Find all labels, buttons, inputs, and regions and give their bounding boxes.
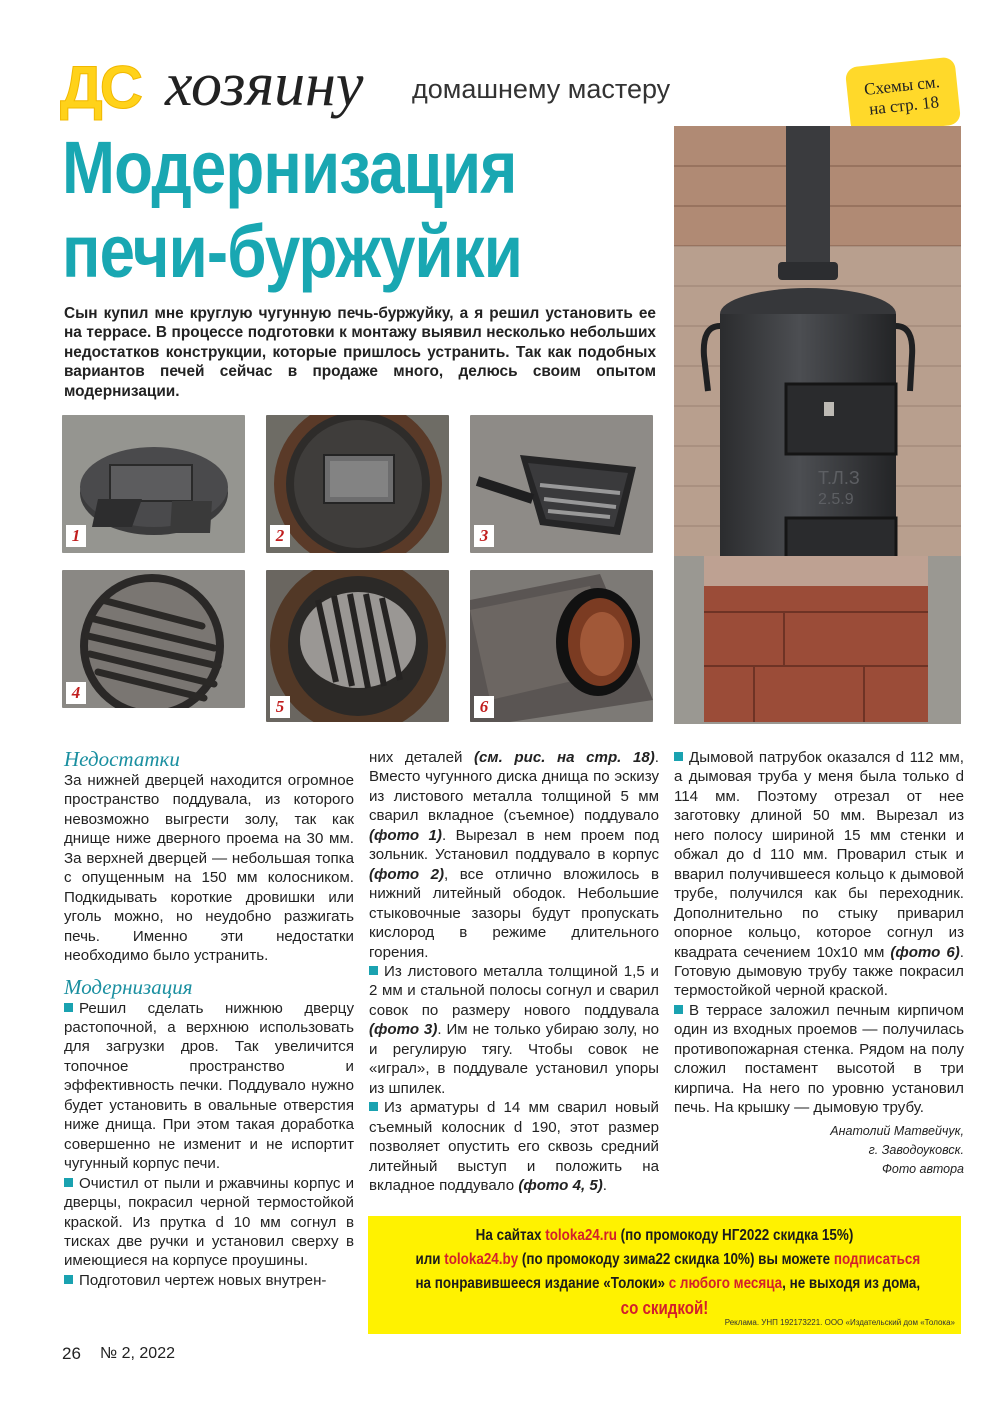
paragraph-drawbacks: За нижней дверцей находится огромное пространство поддувала, из которого невозможно выгрести золу, так как днище ниже дверного проема на 30 мм. За верхней дверцей — небольшая топка с опущенным на 150 мм колосником. Подкидывать короткие дровишки или уголь можно, но неудобно разжигать печь. Именно эти недостатки необходимо было устранить. [64,772,354,965]
text: . Им не только убираю золу, но и регулирую тягу. Чтобы совок не «играл», в поддувале установил упоры из шпилек. [369,1021,659,1097]
stove-marking-line1: Т.Л.З [818,468,860,488]
bullet-icon [369,1102,378,1111]
photo-5-number: 5 [270,696,290,718]
photo-5-image [266,570,449,722]
photo-1-number: 1 [66,525,86,547]
text: на понравившееся издание «Толоки» [415,1275,669,1292]
photo-6-image [470,570,653,722]
page-number: 26 [62,1344,81,1363]
ad-site-link[interactable]: toloka24.by [444,1251,519,1268]
photo-3-number: 3 [474,525,494,547]
text: Из листового металла толщиной 1,5 и 2 мм и стальной полосы согнул и сварил совок по размеру нового поддувала [369,962,659,1019]
author-city: г. Заводоуковск. [868,1142,964,1157]
photo-2-number: 2 [270,525,290,547]
text: На сайтах [475,1227,546,1244]
subscription-ad [368,1216,961,1334]
text: или [415,1251,445,1268]
bullet-icon [369,966,378,975]
ad-legal-note: Реклама. УНП 192173221. ООО «Издательский дом «Толока» [724,1318,955,1327]
photo-reference: (фото 2) [369,865,445,883]
bullet-icon [64,1003,73,1012]
text: . Вместо чугунного диска днища по эскизу из листового металла толщиной 5 мм сварил вкладное (съемное) поддувало [369,749,659,825]
text: В террасе заложил печным кирпичом один из входных проемов — получилась противопожарная стенка. Рядом на полу сложил постамент высотой в три кирпича. На него по уровню установил печь. На крышку — дымовую трубу. [674,1001,964,1117]
text-accent: с любого месяца [668,1275,783,1292]
photo-credit: Фото автора [881,1161,964,1176]
text: . Вырезал в нем проем под зольник. Установил поддувало в корпус [369,826,659,864]
stove-main-photo [674,126,961,724]
text: Из арматуры d 14 мм сварил новый съемный колосник d 190, этот размер позволяет опустить его сквозь средний литейный выступ и положить на вкладное поддувало [369,1099,659,1194]
heading-drawbacks: Недостатки [64,747,180,771]
bullet-icon [674,752,683,761]
article-lead: Сын купил мне круглую чугунную печь-буржуйку, а я решил установить ее на террасе. В процессе подготовки к монтажу выявил несколько небольших недостатков конструкции, которые пришлось устранить. Так как подобных вариантов печей сейчас в продаже много, делюсь своим опытом модернизации. [64,305,656,400]
scheme-reference-badge [845,56,962,135]
bullet-icon [64,1178,73,1187]
scheme-badge-line1: Схемы см. [863,72,941,99]
paragraph-modernization-3-text: Подготовил чертеж новых внутрен- [79,1271,327,1289]
text: , не выходя из дома, [782,1275,921,1292]
article-title-line2: печи-буржуйки [62,210,523,293]
paragraph-col2-1 [369,748,659,962]
ad-line-4 [415,1296,913,1320]
ad-line-3 [415,1272,921,1296]
paragraph-modernization-2 [64,1174,354,1271]
figure-reference: (см. рис. на стр. 18) [474,749,655,766]
paragraph-modernization-3 [64,1271,354,1290]
bullet-icon [674,1005,683,1014]
ad-line-1 [415,1224,913,1248]
column-1 [64,748,354,1290]
stove-marking-line2: 2.5.9 [818,491,854,508]
photo-reference: (фото 4, 5) [518,1176,603,1194]
bullet-icon [64,1275,73,1284]
text-accent: со скидкой! [620,1298,709,1318]
photo-1 [62,415,245,553]
text: . Готовую дымовую трубу также покрасил термостойкой черной краской. [674,943,964,1000]
text: Дымовой патрубок оказался d 112 мм, а дымовая труба у меня была только d 114 мм. Поэтому отрезал от нее заготовку длиной 50 мм. Вырезал из него полосу шириной 15 мм стенки и обжал до d 110 мм. Проварил стык и вварил получившееся кольцо к дымовой трубе, получился как бы переходник. Дополнительно по стыку приварил опорное кольцо, которое согнул из квадрата сечением 10х10 мм [674,749,964,961]
paragraph-modernization-1 [64,999,354,1174]
text: , все отлично вложилось в нижний литейный ободок. Небольшие стыковочные зазоры будут пропускать кислород в режиме длительного горения. [369,865,659,961]
column-3 [674,748,964,1179]
section-subtitle: домашнему мастеру [412,74,671,104]
column-2 [369,748,659,1195]
text: них деталей [369,749,474,766]
photo-4-number: 4 [66,682,86,704]
paragraph-col2-3 [369,1098,659,1195]
photo-2-image [266,415,449,553]
paragraph-col2-2 [369,962,659,1098]
photo-6-number: 6 [474,696,494,718]
photo-6 [470,570,653,722]
paragraph-modernization-1-text: Решил сделать нижнюю дверцу растопочной, а верхнюю использовать для загрузки дров. Так увеличится топочное пространство и эффективность печки. Поддувало нужно будет установить в овальные отверстия ниже днища. При этом такая доработка совершенно не изменит и не испортит чугунный корпус печи. [64,999,354,1173]
paragraph-col3-2 [674,1001,964,1118]
heading-modernization: Модернизация [64,974,193,999]
photo-3-image [470,415,653,553]
stove-main-photo-image [674,126,961,724]
ad-line-2 [415,1248,921,1272]
text-accent: подписаться [833,1251,921,1268]
ad-site-link[interactable]: toloka24.ru [545,1227,617,1244]
section-logo: ДС [60,54,141,121]
photo-2 [266,415,449,553]
photo-4-image [62,570,245,708]
section-title: хозяину [165,51,364,119]
photo-1-image [62,415,245,553]
photo-reference: (фото 1) [369,826,442,844]
paragraph-modernization-2-text: Очистил от пыли и ржавчины корпус и дверцы, покрасил черной термостойкой краской. Из прутка d 10 мм согнул в тисках две ручки и установил сверху в имеющиеся на корпусе проушины. [64,1174,354,1270]
issue-number: № 2, 2022 [100,1345,175,1362]
photo-reference: (фото 3) [369,1021,438,1039]
photo-4 [62,570,245,708]
text: . [602,1176,607,1194]
text: (по промокоду зима22 скидка 10%) вы можете [518,1251,834,1268]
scheme-badge-line2: на стр. 18 [868,92,940,119]
text: (по промокоду НГ2022 скидка 15%) [616,1227,854,1244]
paragraph-col3-1 [674,748,964,1001]
author-name: Анатолий Матвейчук, [830,1123,964,1138]
photo-5 [266,570,449,722]
article-title-line1: Модернизация [62,126,517,209]
photo-reference: (фото 6) [890,943,960,961]
photo-3 [470,415,653,553]
